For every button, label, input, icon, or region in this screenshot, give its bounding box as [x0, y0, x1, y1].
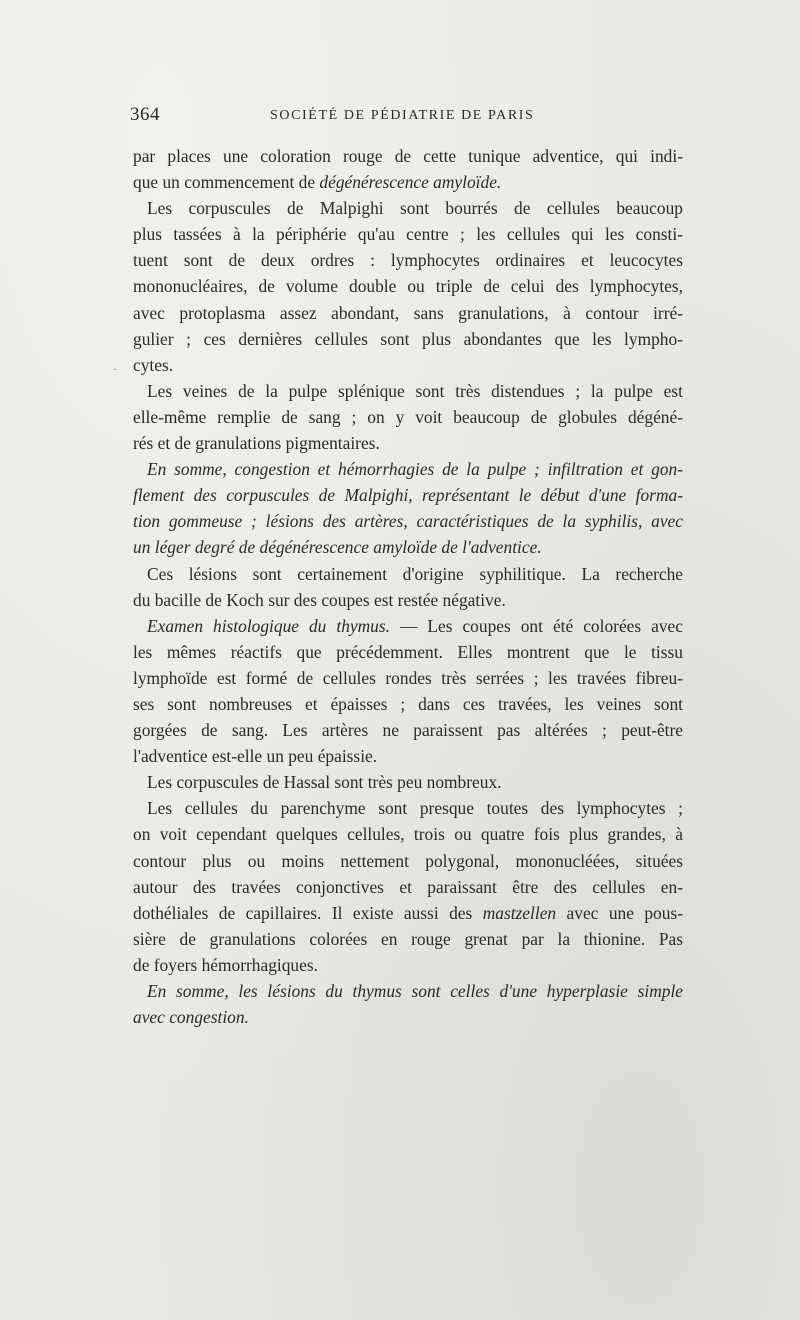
line-text: — Les coupes ont été colorées avec — [389, 615, 683, 636]
text-line — [133, 169, 683, 195]
italic-text: avec congestion. — [133, 1007, 249, 1028]
text-line — [133, 508, 683, 534]
line-text: Les corpuscules de Hassal sont très peu nombreux. — [147, 772, 502, 793]
line-text: rés et de granulations pigmentaires. — [133, 433, 380, 454]
line-text: que un commencement de — [133, 172, 320, 193]
italic-text: mastzellen — [482, 902, 557, 923]
line-text: autour des travées conjonctives et paraissant être des cellules en- — [133, 876, 683, 897]
text-line — [133, 926, 683, 952]
text-line — [133, 900, 683, 926]
line-text: tuent sont de deux ordres : lymphocytes ordinaires et leucocytes — [133, 250, 683, 271]
text-line — [133, 247, 683, 273]
text-line — [133, 143, 683, 169]
text-line — [133, 534, 683, 560]
line-text: on voit cependant quelques cellules, trois ou quatre fois plus grandes, à — [133, 824, 683, 845]
line-text: ses sont nombreuses et épaisses ; dans ces travées, les veines sont — [133, 693, 683, 714]
margin-mark: · — [113, 362, 117, 376]
text-line — [133, 769, 683, 795]
line-text: gulier ; ces dernières cellules sont plus abondantes que les lympho- — [133, 328, 683, 349]
text-line — [133, 978, 683, 1004]
line-text: sière de granulations colorées en rouge grenat par la thionine. Pas — [133, 928, 683, 949]
italic-text: tion gommeuse ; lésions des artères, caractéristiques de la syphilis, avec — [133, 511, 683, 532]
italic-text: En somme, congestion et hémorrhagies de la pulpe ; infiltration et gon- — [147, 459, 683, 480]
line-text: l'adventice est-elle un peu épaissie. — [133, 746, 378, 767]
text-line — [133, 1004, 683, 1030]
line-text: cytes. — [133, 354, 174, 375]
text-line — [133, 795, 683, 821]
line-text: du bacille de Koch sur des coupes est restée négative. — [133, 589, 506, 610]
text-line — [133, 378, 683, 404]
line-text: par places une coloration rouge de cette tunique adventice, qui indi- — [133, 146, 683, 166]
italic-text: Examen histologique du thymus. — [147, 615, 390, 636]
line-text: avec une pous- — [556, 902, 683, 923]
line-text: contour plus ou moins nettement polygonal, mononucléées, situées — [133, 850, 683, 871]
text-line — [133, 430, 683, 456]
line-text: mononucléaires, de volume double ou triple de celui des lymphocytes, — [133, 276, 683, 297]
line-text: lymphoïde est formé de cellules rondes très serrées ; les travées fibreu- — [133, 667, 683, 688]
text-line — [133, 352, 683, 378]
text-line — [133, 874, 683, 900]
text-line — [133, 273, 683, 299]
page-number: 364 — [130, 104, 160, 125]
line-text: gorgées de sang. Les artères ne paraissent pas altérées ; peut-être — [133, 720, 683, 741]
line-text: plus tassées à la périphérie qu'au centre ; les cellules qui les consti- — [133, 224, 683, 245]
running-head — [130, 104, 682, 134]
text-line — [133, 326, 683, 352]
text-line — [133, 717, 683, 743]
text-line — [133, 561, 683, 587]
text-line — [133, 613, 683, 639]
line-text: dothéliales de capillaires. Il existe aussi des — [133, 902, 483, 923]
text-line — [133, 848, 683, 874]
text-line — [133, 821, 683, 847]
text-line — [133, 587, 683, 613]
line-text: les mêmes réactifs que précédemment. Elles montrent que le tissu — [133, 641, 683, 662]
line-text: Les corpuscules de Malpighi sont bourrés de cellules beaucoup — [147, 198, 683, 219]
text-line — [133, 639, 683, 665]
text-line — [133, 221, 683, 247]
italic-text: flement des corpuscules de Malpighi, représentant le début d'une forma- — [133, 485, 683, 506]
text-line — [133, 743, 683, 769]
text-line — [133, 665, 683, 691]
italic-text: dégénérescence amyloïde. — [319, 172, 502, 193]
line-text: avec protoplasma assez abondant, sans granulations, à contour irré- — [133, 302, 683, 323]
running-title: SOCIÉTÉ DE PÉDIATRIE DE PARIS — [270, 108, 535, 123]
italic-text: un léger degré de dégénérescence amyloïde de l'adventice. — [133, 537, 542, 558]
text-line — [133, 952, 683, 978]
line-text: Ces lésions sont certainement d'origine syphilitique. La recherche — [147, 563, 683, 584]
text-line — [133, 691, 683, 717]
line-text: Les veines de la pulpe splénique sont très distendues ; la pulpe est — [147, 380, 683, 401]
italic-text: En somme, les lésions du thymus sont celles d'une hyperplasie simple — [147, 981, 683, 1001]
text-line — [133, 456, 683, 482]
line-text: de foyers hémorrhagiques. — [133, 954, 318, 975]
text-line — [133, 195, 683, 221]
text-line — [133, 300, 683, 326]
text-line — [133, 482, 683, 508]
body-text — [133, 143, 683, 1030]
text-line — [133, 404, 683, 430]
line-text: Les cellules du parenchyme sont presque toutes des lymphocytes ; — [147, 798, 683, 819]
line-text: elle-même remplie de sang ; on y voit beaucoup de globules dégéné- — [133, 406, 683, 427]
